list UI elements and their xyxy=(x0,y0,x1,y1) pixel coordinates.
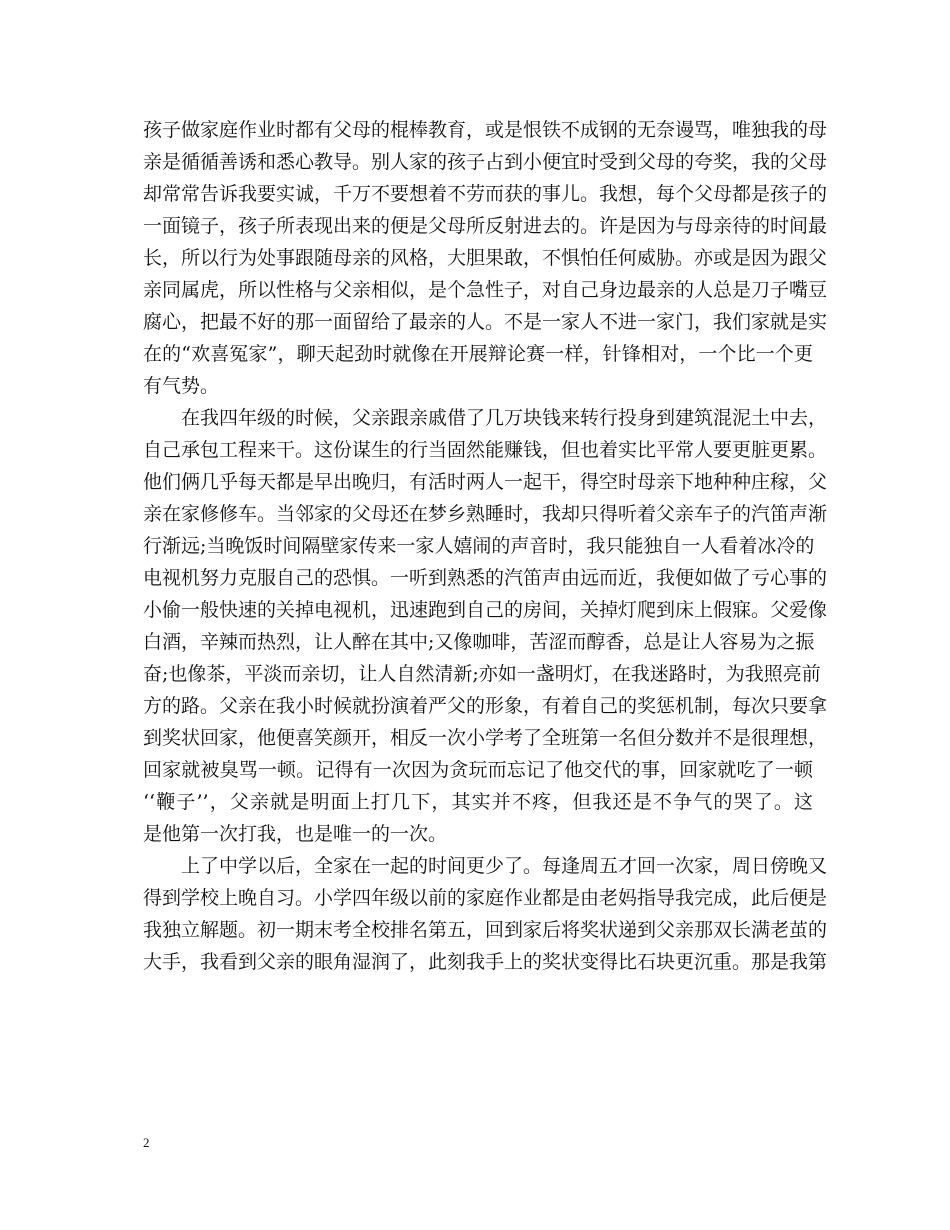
text-line: 到奖状回家，他便喜笑颜开，相反一次小学考了全班第一名但分数并不是很理想， xyxy=(143,727,828,749)
text-line: 在我四年级的时候，父亲跟亲戚借了几万块钱来转行投身到建筑混泥土中去， xyxy=(181,407,828,429)
text-line: 却常常告诉我要实诚，千万不要想着不劳而获的事儿。我想，每个父母都是孩子的 xyxy=(143,183,828,205)
text-line: 一面镜子，孩子所表现出来的便是父母所反射进去的。许是因为与母亲待的时间最 xyxy=(143,215,828,237)
body-text xyxy=(143,114,828,978)
text-line: 奋;也像茶，平淡而亲切，让人自然清新;亦如一盏明灯，在我迷路时，为我照亮前 xyxy=(143,663,821,685)
page-number: 2 xyxy=(143,1135,150,1150)
text-line: 回家就被臭骂一顿。记得有一次因为贪玩而忘记了他交代的事，回家就吃了一顿 xyxy=(143,759,813,781)
text-line: 亲是循循善诱和悉心教导。别人家的孩子占到小便宜时受到父母的夸奖，我的父母 xyxy=(143,151,828,173)
text-line: 腐心，把最不好的那一面留给了最亲的人。不是一家人不进一家门，我们家就是实 xyxy=(143,311,828,333)
paragraph xyxy=(143,850,828,978)
text-line: 大手，我看到父亲的眼角湿润了，此刻我手上的奖状变得比石块更沉重。那是我第 xyxy=(143,951,828,973)
text-line: 电视机努力克服自己的恐惧。一听到熟悉的汽笛声由远而近，我便如做了亏心事的 xyxy=(143,567,828,589)
text-line: 有气势。 xyxy=(143,375,220,397)
text-line: 上了中学以后，全家在一起的时间更少了。每逢周五才回一次家，周日傍晚又 xyxy=(181,855,828,877)
text-line: 他们俩几乎每天都是早出晚归，有活时两人一起干，得空时母亲下地种种庄稼，父 xyxy=(143,471,828,493)
text-line: 亲在家修修车。当邻家的父母还在梦乡熟睡时，我却只得听着父亲车子的汽笛声渐 xyxy=(143,503,828,525)
paragraph xyxy=(143,114,828,402)
text-line: 长，所以行为处事跟随母亲的风格，大胆果敢，不惧怕任何威胁。亦或是因为跟父 xyxy=(143,247,828,269)
text-line: 小偷一般快速的关掉电视机，迅速跑到自己的房间，关掉灯爬到床上假寐。父爱像 xyxy=(143,599,828,621)
text-line: 行渐远;当晚饭时间隔壁家传来一家人嬉闹的声音时，我只能独自一人看着冰冷的 xyxy=(143,535,815,557)
text-line: 亲同属虎，所以性格与父亲相似，是个急性子，对自己身边最亲的人总是刀子嘴豆 xyxy=(143,279,828,301)
text-line: 得到学校上晚自习。小学四年级以前的家庭作业都是由老妈指导我完成，此后便是 xyxy=(143,887,828,909)
text-line: 我独立解题。初一期末考全校排名第五，回到家后将奖状递到父亲那双长满老茧的 xyxy=(143,919,828,941)
text-line: ‘‘鞭子’’，父亲就是明面上打几下，其实并不疼，但我还是不争气的哭了。这 xyxy=(143,791,813,813)
text-line: 方的路。父亲在我小时候就扮演着严父的形象，有着自己的奖惩机制，每次只要拿 xyxy=(143,695,828,717)
paragraph xyxy=(143,402,828,850)
text-line: 自己承包工程来干。这份谋生的行当固然能赚钱，但也着实比平常人要更脏更累。 xyxy=(143,439,828,461)
text-line: 白酒，辛辣而热烈，让人醉在其中;又像咖啡，苦涩而醇香，总是让人容易为之振 xyxy=(143,631,815,653)
text-line: 孩子做家庭作业时都有父母的棍棒教育，或是恨铁不成钢的无奈谩骂，唯独我的母 xyxy=(143,119,828,141)
text-line: 是他第一次打我，也是唯一的一次。 xyxy=(143,823,448,845)
text-line: 在的“欢喜冤家”，聊天起劲时就像在开展辩论赛一样，针锋相对，一个比一个更 xyxy=(143,343,813,365)
